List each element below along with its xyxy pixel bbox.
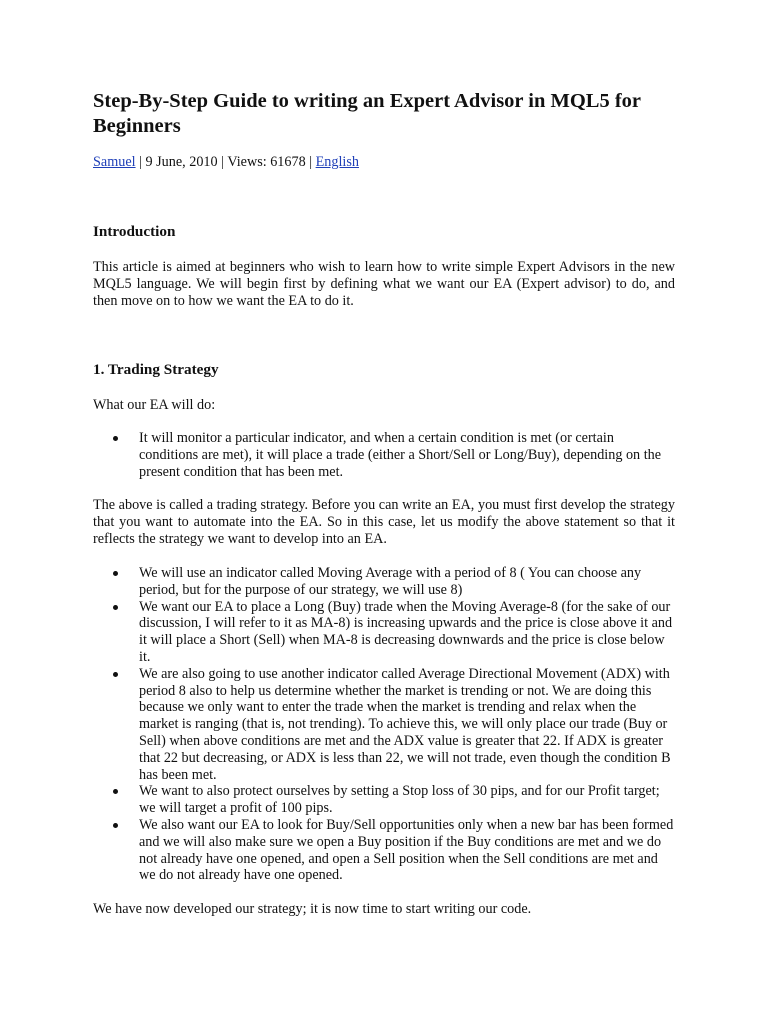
introduction-paragraph: This article is aimed at beginners who wish to learn how to write simple Expert Advisors in the new MQL5 language. We will begin first by defining what we want our EA (Expert advisor) to do, and then move on to how we want the EA to do it. [93,259,675,309]
list-item [93,783,675,817]
list-item-text: We are also going to use another indicator called Average Directional Movement (ADX) with period 8 also to help us determine whether the market is trending or not. We are doing this because we only want to enter the trade when the market is trending and relax when the market is ranging (that is, not trending). To achieve this, we will only place our trade (Buy or Sell) when above conditions are met and the ADX value is greater that 22. If ADX is greater that 22 but decreasing, or ADX is less than 22, we will not trade, even though the condition B has been met. [139,665,671,783]
publish-date: 9 June, 2010 [145,154,218,170]
introduction-heading: Introduction [93,223,176,240]
closing-paragraph: We have now developed our strategy; it is now time to start writing our code. [93,901,532,917]
bullet-icon [113,571,118,576]
list-item-text: We want to also protect ourselves by setting a Stop loss of 30 pips, and for our Profit target; we will target a profit of 100 pips. [139,783,660,817]
meta-separator: | [217,154,228,170]
article-title: Step-By-Step Guide to writing an Expert Advisor in MQL5 for Beginners [93,90,641,137]
ea-behavior-list [93,430,675,480]
bullet-icon [113,823,118,828]
bullet-icon [113,672,118,677]
language-link[interactable]: English [315,154,359,170]
bullet-icon [113,789,118,794]
strategy-rules-list [93,565,675,884]
list-item-text: We will use an indicator called Moving Average with a period of 8 ( You can choose any period, but for the purpose of our strategy, we will use 8) [139,565,642,598]
meta-separator: | [305,154,316,170]
list-item [93,599,675,666]
meta-separator: | [135,154,146,170]
author-link[interactable]: Samuel [93,154,136,170]
what-ea-will-do-text: What our EA will do: [93,397,216,413]
list-item [93,430,675,480]
list-item [93,565,675,599]
list-item-text: It will monitor a particular indicator, and when a certain condition is met (or certain conditions are met), it will place a trade (either a Short/Sell or Long/Buy), depending on the present condition that has been met. [139,430,662,480]
article-meta [93,153,359,171]
list-item [93,666,675,784]
list-item [93,817,675,884]
list-item-text: We want our EA to place a Long (Buy) trade when the Moving Average-8 (for the sake of our discussion, I will refer to it as MA-8) is increasing upwards and the price is close above it and it will place a Short (Sell) when MA-8 is decreasing downwards and the price is close below it. [139,598,673,665]
list-item-text: We also want our EA to look for Buy/Sell opportunities only when a new bar has been formed and we will also make sure we open a Buy position if the Buy conditions are met and we do not already have one opened, and open a Sell position when the Sell conditions are met and we do not already have one opened. [139,816,674,884]
trading-strategy-heading: 1. Trading Strategy [93,361,219,378]
bullet-icon [113,605,118,610]
view-count: Views: 61678 [227,154,306,170]
trading-strategy-paragraph: The above is called a trading strategy. Before you can write an EA, you must first develop the strategy that you want to automate into the EA. So in this case, let us modify the above statement so that it reflects the strategy we want to develop into an EA. [93,497,675,547]
bullet-icon [113,436,118,441]
